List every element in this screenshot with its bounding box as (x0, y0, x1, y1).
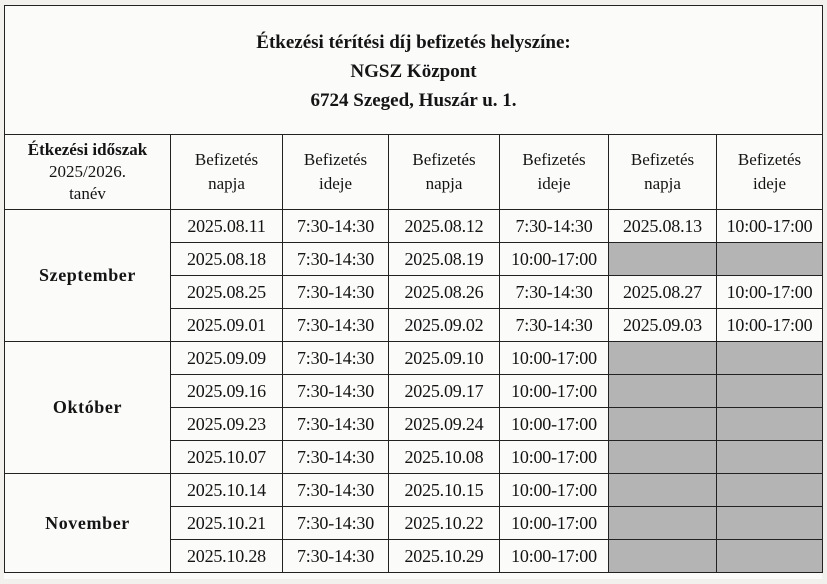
payment-time-cell: 7:30-14:30 (283, 507, 389, 540)
empty-cell (609, 441, 717, 474)
payment-time-cell: 10:00-17:00 (500, 540, 609, 573)
schedule-body (5, 210, 823, 573)
payment-schedule-table (4, 5, 823, 573)
payment-date-cell: 2025.09.16 (171, 375, 283, 408)
payment-time-cell: 10:00-17:00 (717, 210, 823, 243)
column-header-row (5, 135, 823, 210)
title-block (5, 6, 823, 135)
payment-date-cell: 2025.08.18 (171, 243, 283, 276)
column-header-line1: Befizetés (737, 150, 802, 169)
column-header-line2: ideje (318, 174, 353, 193)
column-header-date-3 (609, 135, 717, 210)
column-header-line2: ideje (752, 174, 787, 193)
period-header (5, 135, 171, 210)
title-line-3: 6724 Szeged, Huszár u. 1. (310, 89, 517, 111)
payment-date-cell: 2025.09.24 (389, 408, 500, 441)
payment-time-cell: 10:00-17:00 (500, 342, 609, 375)
column-header-line2: ideje (537, 174, 571, 193)
column-header-line1: Befizetés (412, 150, 476, 169)
empty-cell (609, 507, 717, 540)
column-header-line1: Befizetés (522, 150, 586, 169)
column-header-line1: Befizetés (194, 150, 259, 169)
empty-cell (717, 342, 823, 375)
column-header-line2: napja (644, 174, 681, 193)
payment-date-cell: 2025.08.13 (609, 210, 717, 243)
payment-time-cell: 7:30-14:30 (283, 408, 389, 441)
empty-cell (717, 540, 823, 573)
payment-date-cell: 2025.09.17 (389, 375, 500, 408)
payment-date-cell: 2025.10.15 (389, 474, 500, 507)
payment-time-cell: 7:30-14:30 (500, 276, 609, 309)
column-header-time-2 (500, 135, 609, 210)
payment-date-cell: 2025.09.03 (609, 309, 717, 342)
table-row (5, 342, 823, 375)
payment-date-cell: 2025.08.12 (389, 210, 500, 243)
column-header-line2: napja (425, 174, 463, 193)
column-header-line2: napja (208, 174, 245, 193)
payment-date-cell: 2025.08.25 (171, 276, 283, 309)
payment-date-cell: 2025.09.23 (171, 408, 283, 441)
payment-time-cell: 7:30-14:30 (283, 210, 389, 243)
empty-cell (609, 474, 717, 507)
empty-cell (609, 243, 717, 276)
empty-cell (717, 474, 823, 507)
column-header-date-2 (389, 135, 500, 210)
period-header-year: 2025/2026. (49, 162, 126, 181)
title-line-1: Étkezési térítési díj befizetés helyszíne: (256, 31, 571, 53)
payment-schedule-document (4, 5, 822, 579)
column-header-time-3 (717, 135, 823, 210)
month-label: Október (5, 342, 171, 474)
payment-time-cell: 7:30-14:30 (283, 276, 389, 309)
empty-cell (609, 375, 717, 408)
period-header-label: Étkezési időszak (27, 140, 148, 159)
payment-time-cell: 10:00-17:00 (500, 375, 609, 408)
payment-time-cell: 7:30-14:30 (283, 243, 389, 276)
payment-time-cell: 10:00-17:00 (500, 474, 609, 507)
payment-date-cell: 2025.10.29 (389, 540, 500, 573)
payment-date-cell: 2025.09.10 (389, 342, 500, 375)
payment-date-cell: 2025.09.09 (171, 342, 283, 375)
payment-time-cell: 10:00-17:00 (500, 507, 609, 540)
empty-cell (717, 507, 823, 540)
payment-time-cell: 10:00-17:00 (717, 309, 823, 342)
payment-time-cell: 7:30-14:30 (500, 309, 609, 342)
payment-date-cell: 2025.09.02 (389, 309, 500, 342)
payment-date-cell: 2025.09.01 (171, 309, 283, 342)
payment-date-cell: 2025.08.19 (389, 243, 500, 276)
month-label: Szeptember (5, 210, 171, 342)
payment-date-cell: 2025.08.26 (389, 276, 500, 309)
column-header-time-1 (283, 135, 389, 210)
payment-date-cell: 2025.10.22 (389, 507, 500, 540)
month-label: November (5, 474, 171, 573)
payment-date-cell: 2025.10.21 (171, 507, 283, 540)
payment-date-cell: 2025.08.11 (171, 210, 283, 243)
payment-time-cell: 7:30-14:30 (283, 540, 389, 573)
payment-date-cell: 2025.10.14 (171, 474, 283, 507)
payment-time-cell: 7:30-14:30 (283, 342, 389, 375)
payment-time-cell: 10:00-17:00 (500, 408, 609, 441)
empty-cell (609, 408, 717, 441)
empty-cell (609, 342, 717, 375)
payment-time-cell: 10:00-17:00 (717, 276, 823, 309)
title-line-2: NGSZ Központ (350, 60, 477, 82)
payment-date-cell: 2025.10.28 (171, 540, 283, 573)
payment-time-cell: 7:30-14:30 (283, 375, 389, 408)
payment-time-cell: 10:00-17:00 (500, 441, 609, 474)
table-row (5, 210, 823, 243)
empty-cell (717, 408, 823, 441)
column-header-date-1 (171, 135, 283, 210)
empty-cell (609, 540, 717, 573)
payment-date-cell: 2025.10.07 (171, 441, 283, 474)
payment-time-cell: 7:30-14:30 (500, 210, 609, 243)
payment-date-cell: 2025.08.27 (609, 276, 717, 309)
table-row (5, 474, 823, 507)
period-header-year-suffix: tanév (69, 184, 106, 203)
payment-time-cell: 7:30-14:30 (283, 441, 389, 474)
column-header-line1: Befizetés (303, 150, 368, 169)
payment-time-cell: 10:00-17:00 (500, 243, 609, 276)
empty-cell (717, 375, 823, 408)
payment-date-cell: 2025.10.08 (389, 441, 500, 474)
payment-time-cell: 7:30-14:30 (283, 474, 389, 507)
title-row (5, 6, 823, 135)
empty-cell (717, 243, 823, 276)
payment-time-cell: 7:30-14:30 (283, 309, 389, 342)
column-header-line1: Befizetés (630, 150, 695, 169)
empty-cell (717, 441, 823, 474)
